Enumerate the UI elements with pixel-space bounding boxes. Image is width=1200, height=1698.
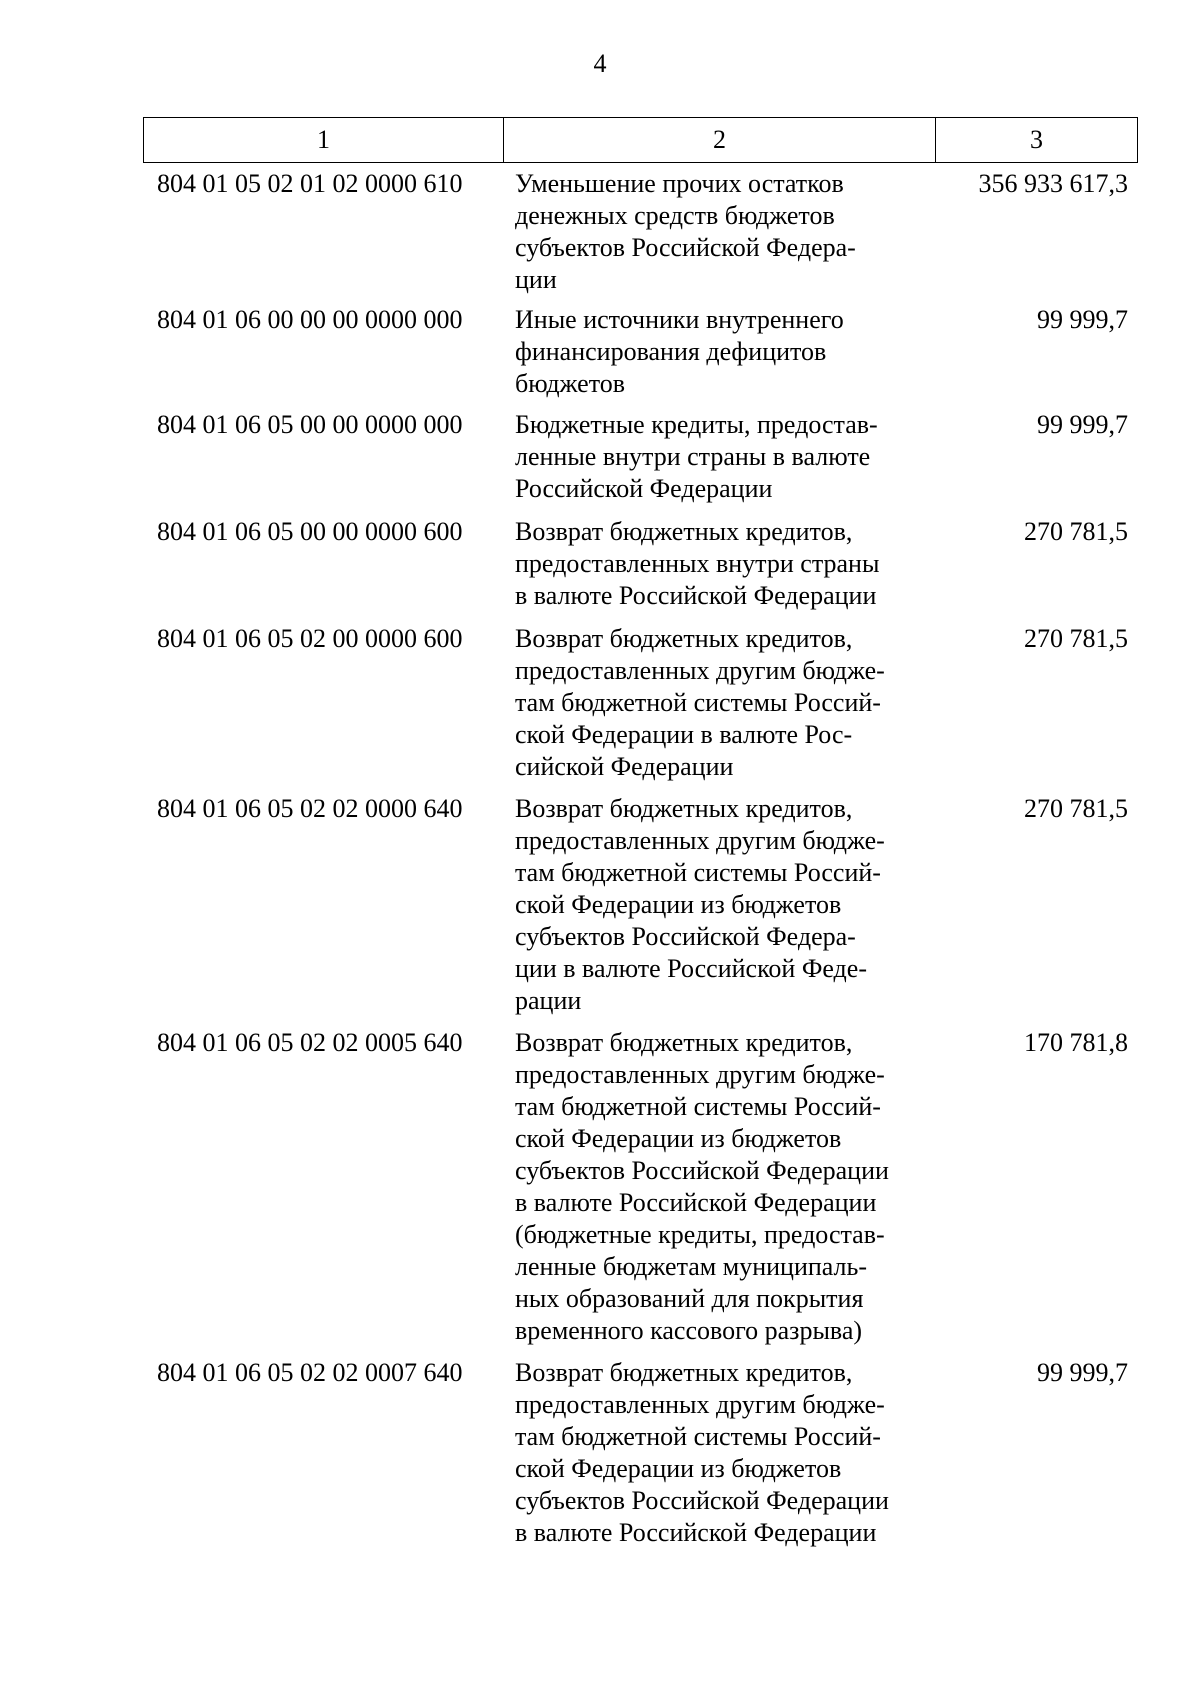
table-row	[143, 793, 1138, 1017]
table-row	[143, 409, 1138, 505]
row-amount: 356 933 617,3	[978, 169, 1128, 198]
row-amount: 99 999,7	[1037, 1358, 1128, 1387]
row-code: 804 01 06 00 00 00 0000 000	[157, 305, 463, 334]
row-amount: 99 999,7	[1037, 305, 1128, 334]
table-row	[143, 1027, 1138, 1347]
table-row	[143, 304, 1138, 400]
column-header-2: 2	[504, 118, 936, 162]
row-code: 804 01 06 05 00 00 0000 000	[157, 410, 463, 439]
row-amount: 270 781,5	[1024, 517, 1128, 546]
row-amount: 170 781,8	[1024, 1028, 1128, 1057]
table-row	[143, 623, 1138, 783]
row-description: Уменьшение прочих остатков денежных средств бюджетов субъектов Российской Федера- ции	[515, 169, 856, 294]
row-description: Возврат бюджетных кредитов, предоставленных внутри страны в валюте Российской Федерации	[515, 517, 880, 610]
row-amount: 270 781,5	[1024, 794, 1128, 823]
row-description: Возврат бюджетных кредитов, предоставленных другим бюдже- там бюджетной системы Россий- ской Федерации из бюджетов субъектов Российской Федера- ции в валюте Российской Феде- рации	[515, 794, 885, 1015]
row-description: Иные источники внутреннего финансирования дефицитов бюджетов	[515, 305, 844, 398]
row-code: 804 01 06 05 00 00 0000 600	[157, 517, 463, 546]
page-number: 4	[593, 49, 607, 78]
row-description: Возврат бюджетных кредитов, предоставленных другим бюдже- там бюджетной системы Россий- ской Федерации в валюте Рос- сийской Федерации	[515, 624, 885, 781]
column-header-3: 3	[1030, 125, 1043, 154]
row-code: 804 01 06 05 02 00 0000 600	[157, 624, 463, 653]
row-code: 804 01 06 05 02 02 0007 640	[157, 1358, 463, 1387]
row-description: Бюджетные кредиты, предостав- ленные внутри страны в валюте Российской Федерации	[515, 410, 878, 503]
row-code: 804 01 05 02 01 02 0000 610	[157, 169, 463, 198]
row-amount: 270 781,5	[1024, 624, 1128, 653]
table-row	[143, 1357, 1138, 1549]
table-row	[143, 516, 1138, 612]
table-header	[143, 117, 1138, 163]
table-row	[143, 168, 1138, 296]
row-description: Возврат бюджетных кредитов, предоставленных другим бюдже- там бюджетной системы Россий- ской Федерации из бюджетов субъектов Российской Федерации в валюте Российской Федерации (бюджетные кредиты, предостав- ленные бюджетам муниципаль- ных образований для покрытия временного кассового разрыва)	[515, 1028, 889, 1345]
column-header-1: 1	[144, 118, 504, 162]
table-body	[143, 168, 1138, 1549]
row-amount: 99 999,7	[1037, 410, 1128, 439]
row-description: Возврат бюджетных кредитов, предоставленных другим бюдже- там бюджетной системы Россий- ской Федерации из бюджетов субъектов Российской Федерации в валюте Российской Федерации	[515, 1358, 889, 1547]
row-code: 804 01 06 05 02 02 0005 640	[157, 1028, 463, 1057]
row-code: 804 01 06 05 02 02 0000 640	[157, 794, 463, 823]
